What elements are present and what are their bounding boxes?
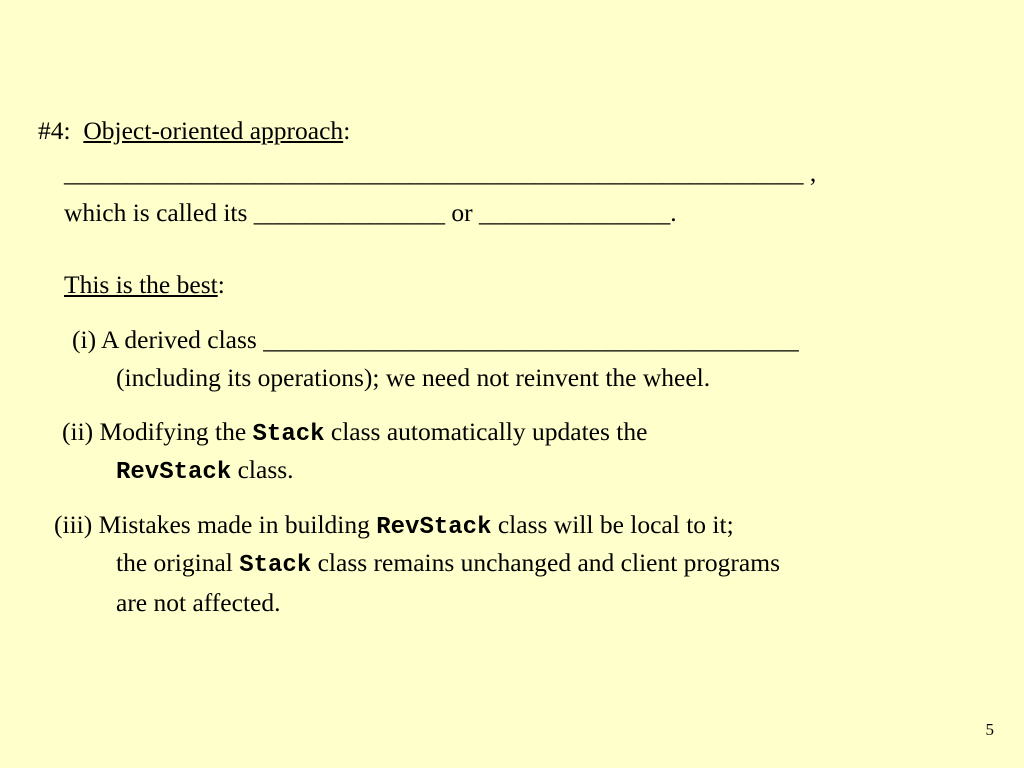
item3-line3: are not affected. [116, 588, 281, 617]
heading-number: #4: [38, 116, 71, 145]
item2-mid: class automatically updates the [324, 417, 648, 446]
item3-line2-post: class remains unchanged and client programs [311, 548, 780, 577]
best-colon: : [217, 270, 225, 299]
called-blank-2: _______________ [479, 198, 671, 227]
item1-line1: (i) A derived class __________________________________________ [72, 325, 799, 354]
item3-post: class will be local to it; [491, 510, 734, 539]
item3-code-stack: Stack [239, 552, 312, 579]
item2-code-stack: Stack [252, 421, 325, 448]
item2-pre: (ii) Modifying the [62, 417, 253, 446]
heading-colon: : [343, 116, 351, 145]
heading-title: Object-oriented approach [83, 116, 344, 145]
item3-line2 [116, 548, 780, 581]
slide-number: 5 [985, 720, 994, 739]
blank-line-1: __________________________________________________________ , [64, 158, 817, 187]
item2-line1 [62, 417, 647, 450]
best-line [64, 270, 225, 300]
item2-code-revstack: RevStack [116, 459, 232, 486]
item2-line2 [116, 455, 294, 488]
best-label: This is the best [64, 270, 218, 299]
item3-code-revstack: RevStack [376, 514, 492, 541]
item2-end: class. [231, 455, 294, 484]
item3-pre: (iii) Mistakes made in building [54, 510, 377, 539]
called-end: . [670, 198, 677, 227]
item1-line2: (including its operations); we need not reinvent the wheel. [116, 363, 711, 392]
called-mid: or [445, 198, 480, 227]
called-line [64, 198, 677, 228]
heading-line [38, 116, 350, 146]
item3-line2-pre: the original [116, 548, 240, 577]
called-pre: which is called its [64, 198, 254, 227]
item3-line1 [54, 510, 734, 543]
called-blank-1: _______________ [253, 198, 446, 227]
